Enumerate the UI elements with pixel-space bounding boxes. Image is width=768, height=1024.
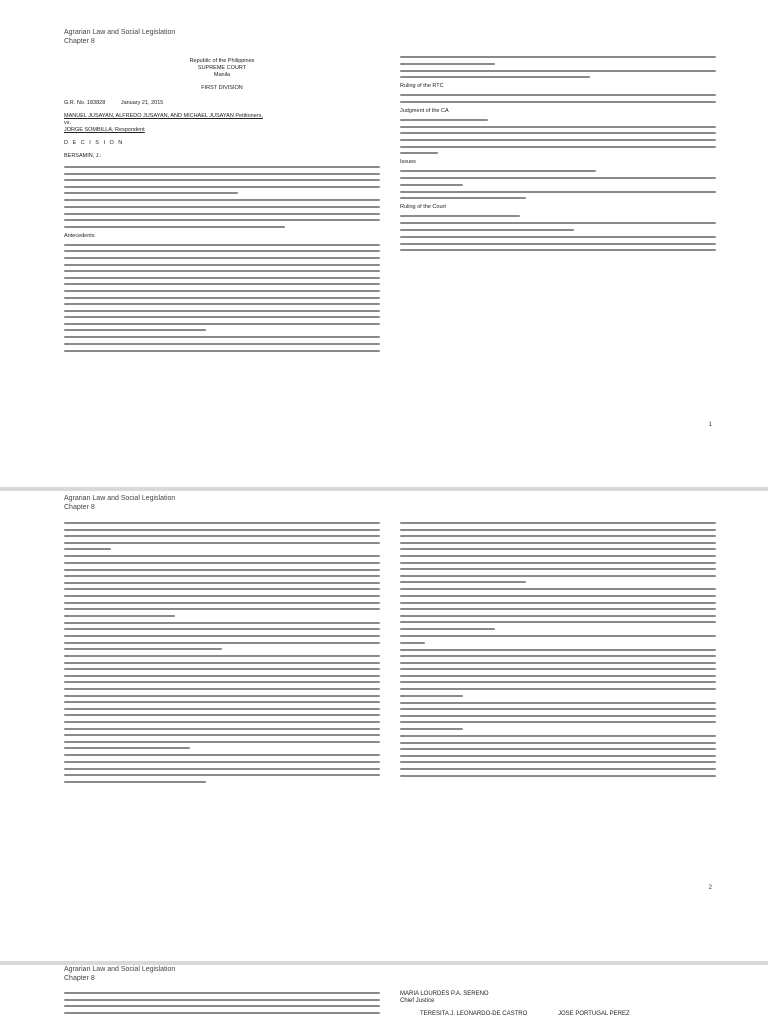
- text-line: [400, 215, 520, 217]
- text-line: [64, 303, 380, 305]
- paragraph: [400, 236, 716, 251]
- text-line: [64, 999, 380, 1001]
- text-line: [400, 170, 596, 172]
- paragraph: [64, 336, 380, 351]
- text-line: [400, 56, 716, 58]
- text-line: [64, 588, 380, 590]
- text-line: [400, 735, 716, 737]
- text-line: [64, 264, 380, 266]
- text-line: [400, 236, 716, 238]
- text-line: [400, 119, 488, 121]
- text-line: [400, 555, 716, 557]
- paragraph: [64, 199, 380, 227]
- text-line: [400, 132, 716, 134]
- text-line: [400, 681, 716, 683]
- paragraph: [400, 588, 716, 630]
- text-line: [400, 63, 495, 65]
- text-line: [400, 101, 716, 103]
- court-division: FIRST DIVISION: [201, 85, 243, 91]
- text-line: [400, 139, 716, 141]
- text-line: [400, 675, 716, 677]
- paragraph: [400, 522, 716, 583]
- text-line: [400, 655, 716, 657]
- text-line: [400, 695, 463, 697]
- page1-right-text: [400, 56, 716, 251]
- page1-left-column: [64, 58, 380, 357]
- chief-justice-signature: [400, 991, 489, 1005]
- text-line: [400, 568, 716, 570]
- text-line: [400, 581, 526, 583]
- text-line: [400, 222, 716, 224]
- paragraph: [64, 754, 380, 782]
- page1-right-column: [400, 56, 716, 256]
- text-line: [64, 529, 380, 531]
- document-page-2: [0, 491, 768, 961]
- text-line: [64, 622, 380, 624]
- text-line: [400, 761, 716, 763]
- text-line: [64, 213, 380, 215]
- paragraph: [400, 126, 716, 154]
- text-line: [400, 649, 716, 651]
- text-line: [64, 186, 380, 188]
- text-line: [64, 595, 380, 597]
- chief-justice-name: MARIA LOURDES P.A. SERENO: [400, 991, 489, 997]
- running-header: [64, 28, 175, 46]
- text-line: [400, 635, 716, 637]
- section-heading: Ruling of the RTC: [400, 83, 444, 90]
- page-number: 1: [708, 422, 712, 428]
- associate-justice-1: [420, 1011, 527, 1018]
- page3-left-text: [64, 992, 380, 1014]
- text-line: [64, 1012, 380, 1014]
- text-line: [64, 290, 380, 292]
- paragraph: [400, 702, 716, 730]
- text-line: [400, 621, 716, 623]
- text-line: [400, 702, 716, 704]
- text-line: [64, 575, 380, 577]
- text-line: [64, 635, 380, 637]
- text-line: [64, 343, 380, 345]
- text-line: [400, 562, 716, 564]
- text-line: [64, 219, 380, 221]
- running-header: [64, 965, 175, 983]
- running-header-chapter: Chapter 8: [64, 38, 95, 45]
- section-heading: Issues: [400, 159, 416, 166]
- running-header-title: Agrarian Law and Social Legislation: [64, 29, 176, 36]
- text-line: [64, 668, 380, 670]
- text-line: [64, 688, 380, 690]
- text-line: [64, 522, 380, 524]
- text-line: [400, 152, 438, 154]
- text-line: [64, 173, 380, 175]
- text-line: [64, 542, 380, 544]
- document-page-1: [0, 0, 768, 487]
- text-line: [400, 742, 716, 744]
- text-line: [64, 648, 222, 650]
- text-line: [64, 535, 380, 537]
- text-line: [400, 642, 425, 644]
- text-line: [400, 548, 716, 550]
- text-line: [64, 548, 111, 550]
- court-city: Manila: [213, 72, 231, 78]
- text-line: [64, 283, 380, 285]
- text-line: [64, 226, 285, 228]
- chief-justice-title: Chief Justice: [400, 998, 435, 1004]
- text-line: [400, 529, 716, 531]
- text-line: [64, 257, 380, 259]
- decision-title: D E C I S I O N: [64, 140, 124, 146]
- text-line: [400, 728, 463, 730]
- paragraph: [400, 191, 716, 200]
- section-heading: Judgment of the CA: [400, 107, 449, 114]
- text-line: [400, 588, 716, 590]
- text-line: [64, 323, 380, 325]
- paragraph: [400, 222, 716, 231]
- text-line: [64, 350, 380, 352]
- text-line: [400, 662, 716, 664]
- running-header-title: Agrarian Law and Social Legislation: [64, 966, 176, 973]
- versus: vs.: [64, 120, 72, 126]
- text-line: [64, 721, 380, 723]
- paragraph: [64, 992, 380, 1014]
- paragraph: [400, 649, 716, 697]
- running-header-title: Agrarian Law and Social Legislation: [64, 495, 176, 502]
- text-line: [64, 655, 380, 657]
- text-line: [400, 70, 716, 72]
- text-line: [64, 728, 380, 730]
- text-line: [64, 768, 380, 770]
- text-line: [64, 582, 380, 584]
- text-line: [400, 184, 463, 186]
- text-line: [400, 76, 590, 78]
- text-line: [400, 688, 716, 690]
- section-heading: Antecedents: [64, 232, 95, 239]
- case-number-row: [64, 100, 380, 107]
- paragraph: [64, 166, 380, 194]
- page2-right-column: [400, 522, 716, 782]
- associate-justice-2: [558, 1011, 630, 1018]
- text-line: [400, 535, 716, 537]
- text-line: [64, 166, 380, 168]
- associate-justice-1-name: TERESITA J. LEONARDO-DE CASTRO: [420, 1011, 528, 1017]
- page2-left-text: [64, 522, 380, 783]
- text-line: [64, 310, 380, 312]
- text-line: [64, 608, 380, 610]
- text-line: [64, 774, 380, 776]
- text-line: [64, 179, 380, 181]
- section-heading: Ruling of the Court: [400, 204, 446, 211]
- paragraph: [64, 622, 380, 650]
- text-line: [400, 721, 716, 723]
- text-line: [64, 992, 380, 994]
- page1-left-text: [64, 166, 380, 352]
- text-line: [400, 94, 716, 96]
- text-line: [64, 708, 380, 710]
- text-line: [64, 244, 380, 246]
- text-line: [64, 569, 380, 571]
- text-line: [64, 781, 206, 783]
- gr-number: G.R. No. 183828: [64, 100, 106, 106]
- text-line: [64, 754, 380, 756]
- text-line: [400, 575, 716, 577]
- running-header: [64, 494, 175, 512]
- paragraph: [64, 522, 380, 550]
- text-line: [400, 197, 526, 199]
- text-line: [400, 608, 716, 610]
- document-page-3: [0, 965, 768, 1024]
- paragraph: [400, 215, 716, 217]
- text-line: [400, 229, 574, 231]
- paragraph: [400, 735, 716, 777]
- text-line: [400, 708, 716, 710]
- text-line: [64, 1005, 380, 1007]
- text-line: [64, 642, 380, 644]
- text-line: [400, 249, 716, 251]
- associate-justice-2-name: JOSE PORTUGAL PEREZ: [558, 1011, 630, 1017]
- paragraph: [400, 70, 716, 79]
- page2-right-text: [400, 522, 716, 777]
- text-line: [400, 522, 716, 524]
- text-line: [64, 329, 206, 331]
- text-line: [400, 715, 716, 717]
- court-name: SUPREME COURT: [197, 65, 247, 71]
- text-line: [400, 628, 495, 630]
- paragraph: [64, 244, 380, 332]
- text-line: [64, 192, 238, 194]
- text-line: [64, 297, 380, 299]
- running-header-chapter: Chapter 8: [64, 504, 95, 511]
- decision-date: January 21, 2015: [120, 100, 164, 106]
- text-line: [64, 206, 380, 208]
- text-line: [400, 775, 716, 777]
- text-line: [400, 595, 716, 597]
- respondent: JORGE SOMBILLA, Respondent: [64, 127, 145, 133]
- text-line: [64, 747, 190, 749]
- text-line: [400, 146, 716, 148]
- paragraph: [64, 555, 380, 616]
- page3-left-column: [64, 992, 380, 1019]
- text-line: [400, 768, 716, 770]
- text-line: [64, 701, 380, 703]
- paragraph: [400, 177, 716, 186]
- petitioners: MANUEL JUSAYAN, ALFREDO JUSAYAN, AND MICHAEL JUSAYAN Petitioners,: [64, 113, 263, 119]
- page-number: 2: [708, 885, 712, 891]
- paragraph: [400, 119, 716, 121]
- paragraph: [400, 94, 716, 103]
- text-line: [64, 741, 380, 743]
- text-line: [400, 602, 716, 604]
- text-line: [400, 126, 716, 128]
- text-line: [64, 628, 380, 630]
- text-line: [64, 662, 380, 664]
- text-line: [400, 668, 716, 670]
- paragraph: [400, 170, 716, 172]
- text-line: [64, 695, 380, 697]
- court-republic: Republic of the Philippines: [189, 58, 255, 64]
- text-line: [64, 250, 380, 252]
- text-line: [400, 748, 716, 750]
- paragraph: [400, 56, 716, 65]
- text-line: [400, 243, 716, 245]
- text-line: [64, 199, 380, 201]
- text-line: [400, 542, 716, 544]
- text-line: [64, 316, 380, 318]
- text-line: [400, 177, 716, 179]
- running-header-chapter: Chapter 8: [64, 975, 95, 982]
- text-line: [64, 761, 380, 763]
- text-line: [64, 270, 380, 272]
- text-line: [64, 555, 380, 557]
- text-line: [64, 336, 380, 338]
- paragraph: [400, 635, 716, 644]
- text-line: [64, 714, 380, 716]
- ponente: BERSAMIN, J.:: [64, 153, 102, 159]
- text-line: [64, 734, 380, 736]
- text-line: [64, 681, 380, 683]
- text-line: [64, 562, 380, 564]
- text-line: [64, 277, 380, 279]
- text-line: [64, 615, 175, 617]
- paragraph: [64, 655, 380, 749]
- text-line: [400, 615, 716, 617]
- text-line: [400, 755, 716, 757]
- text-line: [64, 602, 380, 604]
- text-line: [400, 191, 716, 193]
- page2-left-column: [64, 522, 380, 788]
- text-line: [64, 675, 380, 677]
